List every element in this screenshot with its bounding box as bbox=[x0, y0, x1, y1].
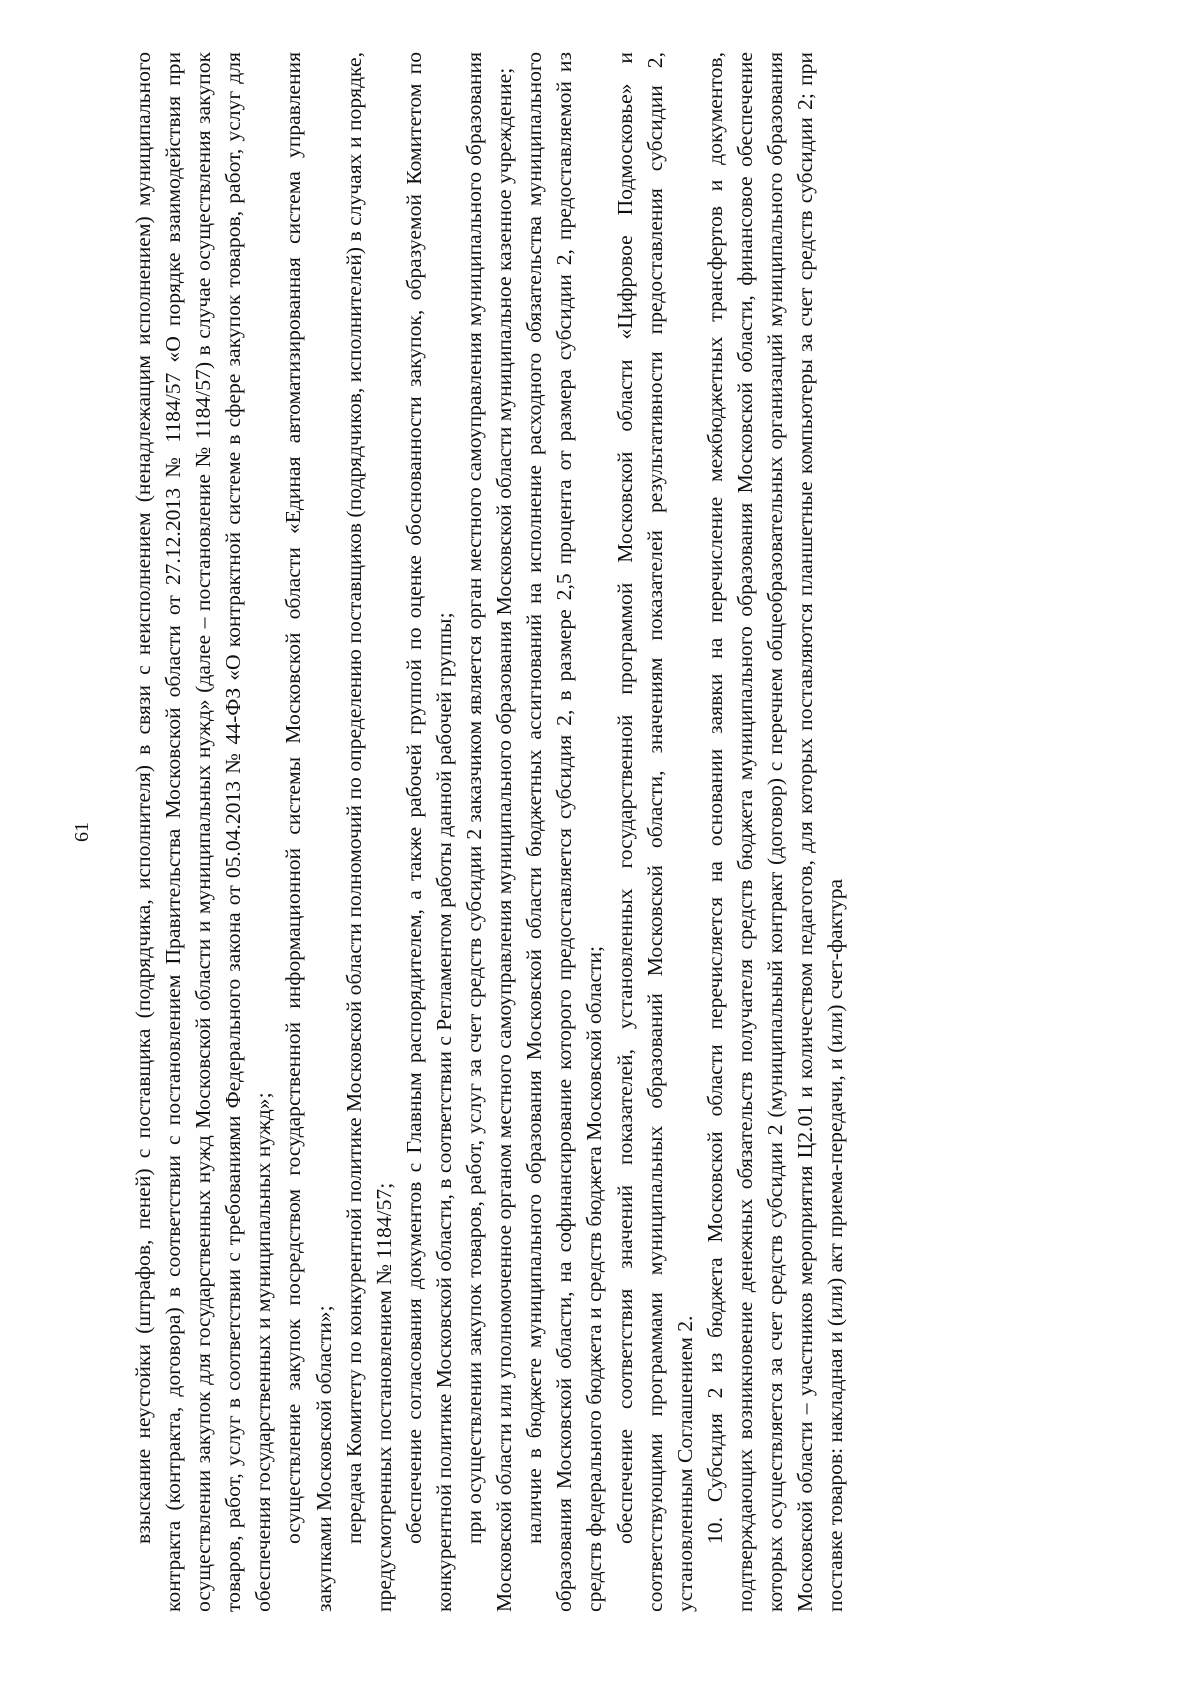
paragraph-budget-allocation: наличие в бюджете муниципального образования Московской области бюджетных ассигнований на исполнение расходного обязательства муниципального образования Московской области, на софинансирование которого предоставляется субсидия 2, в размере 2,5 процента от размера субсидии 2, предоставляемой из средств федерального бюджета и средств бюджета Московской области; bbox=[522, 52, 607, 1612]
paragraph-document-approval: обеспечение согласования документов с Главным распорядителем, а также рабочей группой по оценке обоснованности закупок, образуемой Комитетом по конкурентной политике Московской области, в соответствии с Регламентом работы данной рабочей группы; bbox=[401, 52, 456, 1612]
paragraph-indicators: обеспечение соответствия значений показателей, установленных государственной программой Московской области «Цифровое Подмосковье» и соответствующими программами муниципальных образований Московской области, значениям показателей результативности предоставления субсидии 2, установленным Соглашением 2. bbox=[612, 52, 697, 1612]
document-body bbox=[128, 52, 850, 1612]
paragraph-customer: при осуществлении закупок товаров, работ, услуг за счет средств субсидии 2 заказчиком является орган местного самоуправления муниципального образования Московской области или уполномоченное органом местного самоуправления муниципального образования Московской области муниципальное казенное учреждение; bbox=[462, 52, 517, 1612]
rotated-page-content bbox=[70, 52, 1130, 1612]
paragraph-penalty-recovery: взыскание неустойки (штрафов, пеней) с поставщика (подрядчика, исполнителя) в связи с неисполнением (ненадлежащим исполнением) муниципального контракта (контракта, договора) в соответствии с постановлением Правительства Московской области от 27.12.2013 № 1184/57 «О порядке взаимодействия при осуществлении закупок для государственных нужд Московской области и муниципальных нужд» (далее – постановление № 1184/57) в случае осуществления закупок товаров, работ, услуг в соответствии с требованиями Федерального закона от 05.04.2013 № 44-ФЗ «О контрактной системе в сфере закупок товаров, работ, услуг для обеспечения государственных и муниципальных нужд»; bbox=[131, 52, 276, 1612]
paragraph-competition-committee: передача Комитету по конкурентной политике Московской области полномочий по определению поставщиков (подрядчиков, исполнителей) в случаях и порядке, предусмотренных постановлением № 1184/57; bbox=[341, 52, 396, 1612]
paragraph-subsidy-transfer: 10. Субсидия 2 из бюджета Московской области перечисляется на основании заявки на перечисление межбюджетных трансфертов и документов, подтверждающих возникновение денежных обязательств получателя средств бюджета муниципального образования Московской области, финансовое обеспечение которых осуществляется за счет средств субсидии 2 (муниципальный контракт (договор) с перечнем общеобразовательных организаций муниципального образования Московской области – участников мероприятия Ц2.01 и количеством педагогов, для которых поставляются планшетные компьютеры за счет средств субсидии 2; при поставке товаров: накладная и (или) акт приема-передачи, и (или) счет-фактура bbox=[702, 52, 848, 1612]
paragraph-procurement-system: осуществление закупок посредством государственной информационной системы Московской области «Единая автоматизированная система управления закупками Московской области»; bbox=[281, 52, 336, 1612]
page-number: 61 bbox=[71, 822, 93, 842]
